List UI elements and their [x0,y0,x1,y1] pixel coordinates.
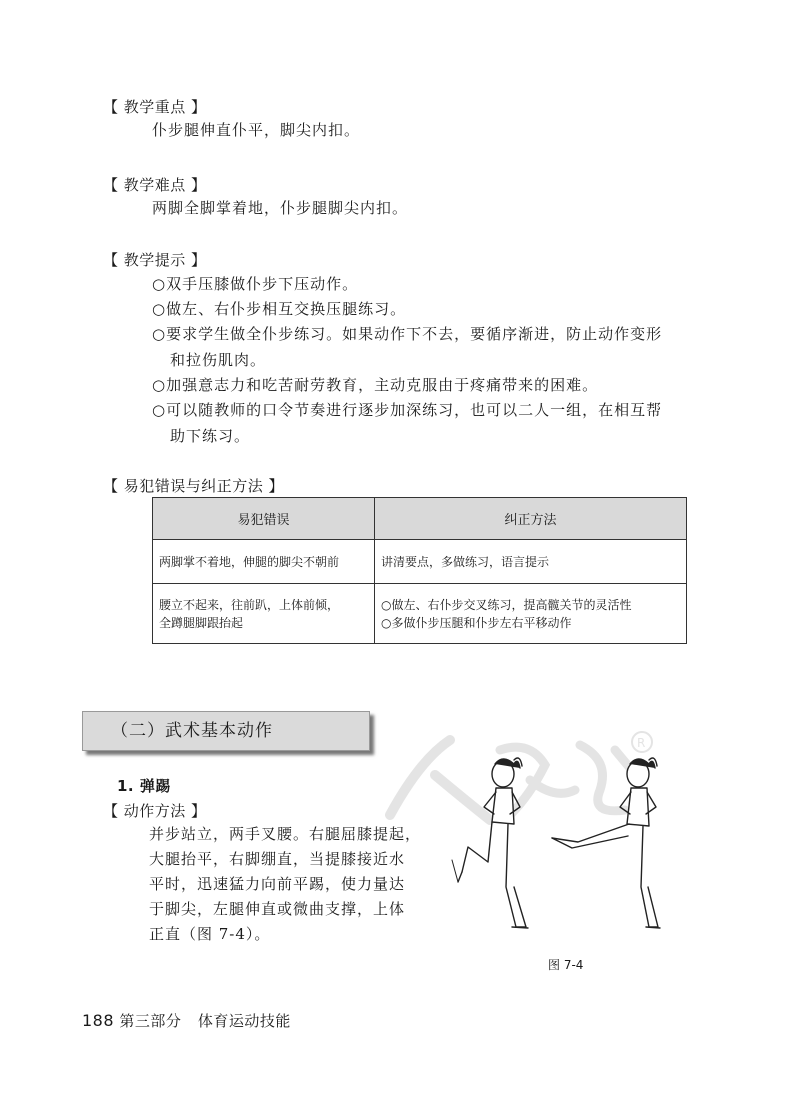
focus-text: 仆步腿伸直仆平，脚尖内扣。 [152,121,361,139]
tips-heading: 【 教学提示 】 [103,251,207,269]
table-header-row [153,498,687,540]
svg-text:R: R [637,736,646,750]
footer-chapter: 体育运动技能 [197,1012,291,1030]
page-footer [82,1010,291,1031]
footer-part: 第三部分 [119,1012,182,1030]
section-title-bar: （二）武术基本动作 [82,711,370,751]
difficulty-heading: 【 教学难点 】 [103,176,207,194]
tip-item: ○做左、右仆步相互交换压腿练习。 [152,300,407,318]
table-row [153,540,687,584]
kick-illustration [448,752,688,942]
figure-caption: 图 7-4 [548,958,584,972]
tip-item: ○双手压膝做仆步下压动作。 [152,275,359,293]
page-number: 188 [82,1011,115,1030]
error-cell: 腰立不起来，往前趴，上体前倾， 全蹲腿脚跟抬起 [153,584,375,644]
focus-heading: 【 教学重点 】 [103,98,207,116]
tip-item: ○可以随教师的口令节奏进行逐步加深练习，也可以二人一组，在相互帮 助下练习。 [152,401,663,445]
difficulty-text: 两脚全脚掌着地，仆步腿脚尖内扣。 [152,199,409,217]
error-cell: 两脚掌不着地，伸腿的脚尖不朝前 [153,540,375,584]
fix-cell: 讲清要点，多做练习，语言提示 [375,540,687,584]
tip-item: ○要求学生做全仆步练习。如果动作下不去，要循序渐进，防止动作变形 和拉伤肌肉。 [152,325,663,369]
move-title: 1. 弹踢 [117,777,171,795]
errors-table [152,497,687,644]
fix-cell: ○做左、右仆步交叉练习，提高髋关节的灵活性 ○多做仆步压腿和仆步左右平移动作 [375,584,687,644]
table-row [153,584,687,644]
method-heading: 【 动作方法 】 [103,802,207,820]
col-fix-header: 纠正方法 [375,498,687,540]
tip-item: ○加强意志力和吃苦耐劳教育，主动克服由于疼痛带来的困难。 [152,376,599,394]
errors-heading: 【 易犯错误与纠正方法 】 [103,477,285,495]
col-error-header: 易犯错误 [153,498,375,540]
method-text: 并步站立，两手叉腰。右腿屈膝提起， 大腿抬平，右脚绷直，当提膝接近水 平时，迅速猛力向前平踢，使力量达 于脚尖，左腿伸直或微曲支撑，上体 正直（图 7-4）。 [149,825,422,943]
